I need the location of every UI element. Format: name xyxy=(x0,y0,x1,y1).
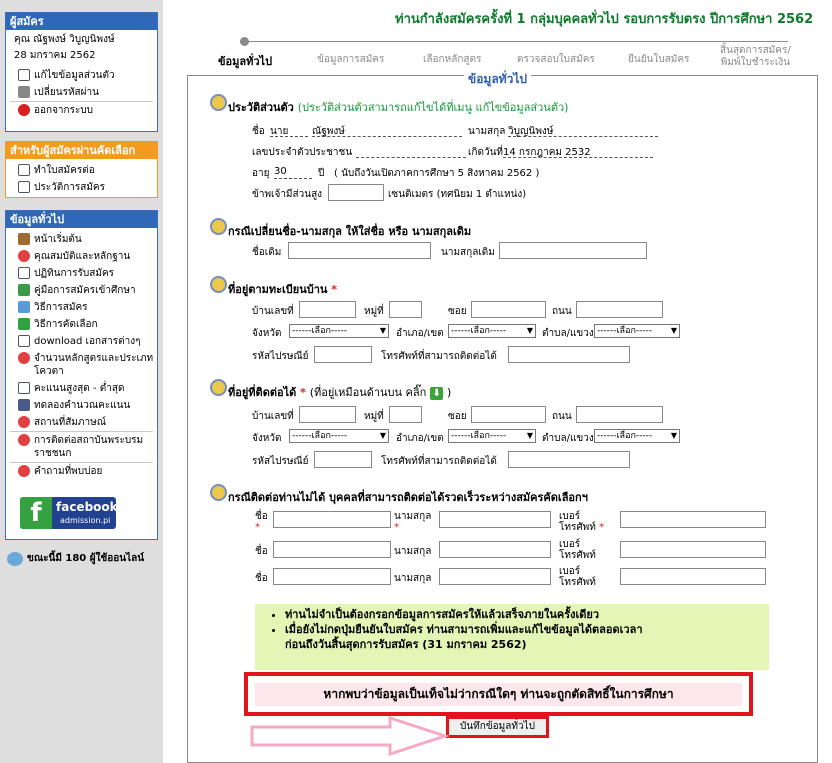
facebook-logo-icon: f xyxy=(20,497,52,529)
chevron-down-icon: ▼ xyxy=(526,326,533,335)
last-name-label: นามสกุล xyxy=(468,126,506,137)
zipcode-label: รหัสไปรษณีย์ xyxy=(252,351,309,362)
emergency-phone-label-2: เบอร์ โทรศัพท์ xyxy=(559,539,596,561)
user-name: คุณ ณัฐพงษ์ วิบูญนิพงษ์ xyxy=(14,34,115,45)
panel-title: ข้อมูลทั่วไป xyxy=(464,70,531,89)
emergency-last-label-3: นามสกุล xyxy=(394,573,432,584)
emergency-first-input-3[interactable] xyxy=(273,568,391,585)
globe-icon xyxy=(18,284,30,296)
document-icon xyxy=(18,382,30,394)
online-status: ขณะนี้มี 180 ผู้ใช้ออนไลน์ xyxy=(7,551,144,566)
section-house-address: ที่อยู่ตามทะเบียนบ้าน * xyxy=(228,280,337,298)
step-line xyxy=(244,41,788,42)
province-label: จังหวัด xyxy=(252,328,282,339)
sidebar-item-faq[interactable]: คำถามที่พบบ่อย xyxy=(6,463,157,480)
info-item: • เมื่อยังไม่กดปุ่มยืนยันใบสมัคร ท่านสามารถเพิ่มและแก้ไขข้อมูลได้ตลอดเวลา ก่อนถึงวันสิ้นสุดการรับสมัคร (31 มกราคม 2562) xyxy=(285,622,769,652)
tools-icon xyxy=(18,86,30,98)
emergency-first-label-3: ชื่อ xyxy=(255,573,268,584)
age-unit: ปี xyxy=(318,168,325,179)
contact-soi-label: ซอย xyxy=(448,411,467,422)
road-input[interactable] xyxy=(576,301,663,318)
general-box-header: ข้อมูลทั่วไป xyxy=(6,211,157,228)
lifebuoy-icon xyxy=(18,465,30,477)
facebook-sub: admission.pi xyxy=(60,516,111,525)
step-progress xyxy=(200,39,830,74)
emergency-last-input-2[interactable] xyxy=(439,541,551,558)
sidebar-item-how-to-apply[interactable]: วิธีการสมัคร xyxy=(6,299,157,316)
contact-road-input[interactable] xyxy=(576,406,663,423)
contact-phone-input[interactable] xyxy=(508,451,630,468)
old-last-name-input[interactable] xyxy=(499,242,647,259)
chevron-down-icon: ▼ xyxy=(670,431,677,440)
contact-province-label: จังหวัด xyxy=(252,433,282,444)
section-emergency-contact: กรณีติดต่อท่านไม่ได้ บุคคลที่สามารถติดต่อได้รวดเร็วระหว่างสมัครคัดเลือกฯ xyxy=(228,488,588,506)
pencil-icon xyxy=(210,276,227,293)
sidebar-item-manual[interactable]: คู่มือการสมัครเข้าศึกษา xyxy=(6,282,157,299)
emergency-last-label-1: นามสกุล * xyxy=(394,511,432,533)
emergency-last-label-2: นามสกุล xyxy=(394,546,432,557)
checklist-icon xyxy=(18,301,30,313)
document-icon xyxy=(18,335,30,347)
lifebuoy-icon xyxy=(18,416,30,428)
moo-input[interactable] xyxy=(389,301,422,318)
birth-date-value: 14 กรกฎาคม 2532 xyxy=(503,145,653,158)
contact-house-no-input[interactable] xyxy=(299,406,356,423)
sidebar-item-edit-profile[interactable]: แก้ไขข้อมูลส่วนตัว xyxy=(6,67,157,84)
chevron-down-icon: ▼ xyxy=(526,431,533,440)
step-confirm: ยืนยันใบสมัคร xyxy=(628,54,690,65)
moo-label: หมู่ที่ xyxy=(364,306,384,317)
contact-soi-input[interactable] xyxy=(471,406,546,423)
warning-box xyxy=(244,672,753,716)
prefix-value: นาย xyxy=(270,124,308,137)
sidebar-item-qualifications[interactable]: คุณสมบัติและหลักฐาน xyxy=(6,248,157,265)
height-unit: เซนติเมตร (ทศนิยม 1 ตำแหน่ง) xyxy=(388,189,527,200)
zipcode-input[interactable] xyxy=(314,346,372,363)
contact-zipcode-label: รหัสไปรษณีย์ xyxy=(252,456,309,467)
pencil-icon xyxy=(210,484,227,501)
emergency-first-input-1[interactable] xyxy=(273,511,391,528)
chevron-down-icon: ▼ xyxy=(379,431,386,440)
contact-province-select[interactable]: ------เลือก----- ▼ xyxy=(289,429,389,443)
sidebar-item-home[interactable]: หน้าเริ่มต้น xyxy=(6,231,157,248)
emergency-phone-label-3: เบอร์ โทรศัพท์ xyxy=(559,566,596,588)
house-no-input[interactable] xyxy=(299,301,356,318)
section-name-change: กรณีเปลี่ยนชื่อ-นามสกุล ให้ใส่ชื่อ หรือ นามสกุลเดิม xyxy=(228,222,471,240)
selected-box-header: สำหรับผู้สมัครผ่านคัดเลือก xyxy=(6,142,157,159)
height-input[interactable] xyxy=(328,184,384,201)
general-info-panel xyxy=(187,72,818,763)
pointer-arrow-icon xyxy=(250,716,450,756)
page-title: ท่านกำลังสมัครครั้งที่ 1 กลุ่มบุคคลทั่วไป รอบการรับตรง ปีการศึกษา 2562 xyxy=(395,12,814,27)
contact-moo-label: หมู่ที่ xyxy=(364,411,384,422)
step-application: ข้อมูลการสมัคร xyxy=(317,54,385,65)
sidebar-item-selection[interactable]: วิธีการคัดเลือก xyxy=(6,316,157,333)
contact-moo-input[interactable] xyxy=(389,406,422,423)
emergency-phone-label-1: เบอร์ โทรศัพท์ * xyxy=(559,511,605,533)
lifebuoy-icon xyxy=(18,434,30,446)
old-first-name-label: ชื่อเดิม xyxy=(252,247,282,258)
emergency-last-input-1[interactable] xyxy=(439,511,551,528)
phone-input[interactable] xyxy=(508,346,630,363)
step-current-dot xyxy=(240,37,249,46)
phone-label: โทรศัพท์ที่สามารถติดต่อได้ xyxy=(381,351,497,362)
contact-house-no-label: บ้านเลขที่ xyxy=(252,411,294,422)
users-icon xyxy=(7,552,23,566)
province-select[interactable]: ------เลือก----- ▼ xyxy=(289,324,389,338)
district-label: อำเภอ/เขต xyxy=(396,328,444,339)
step-course: เลือกหลักสูตร xyxy=(423,54,482,65)
age-value: 30 xyxy=(274,166,312,179)
calculator-icon xyxy=(18,399,30,411)
emergency-last-input-3[interactable] xyxy=(439,568,551,585)
up-down-arrows-icon xyxy=(18,318,30,330)
user-box-header: ผู้สมัคร xyxy=(6,13,157,30)
document-icon xyxy=(18,164,30,176)
name-label: ชื่อ xyxy=(252,126,265,137)
sidebar-item-calendar[interactable]: ปฏิทินการรับสมัคร xyxy=(6,265,157,282)
age-label: อายุ xyxy=(252,168,270,179)
document-icon xyxy=(18,267,30,279)
soi-input[interactable] xyxy=(471,301,546,318)
contact-subdistrict-label: ตำบล/แขวง xyxy=(542,433,594,444)
citizen-id-label: เลขประจำตัวประชาชน xyxy=(252,147,353,158)
lifebuoy-icon xyxy=(18,250,30,262)
last-name-value: วิบูญนิพงษ์ xyxy=(508,124,658,137)
road-label: ถนน xyxy=(552,306,572,317)
pencil-icon xyxy=(210,218,227,235)
emergency-first-label-1: ชื่อ * xyxy=(255,511,268,533)
contact-phone-label: โทรศัพท์ที่สามารถติดต่อได้ xyxy=(381,456,497,467)
contact-address-title: ที่อยู่ที่ติดต่อได้ * (ที่อยู่เหมือนด้านบน คลิ๊ก ⬇ ) xyxy=(228,383,451,401)
soi-label: ซอย xyxy=(448,306,467,317)
contact-district-label: อำเภอ/เขต xyxy=(396,433,444,444)
emergency-phone-input-1[interactable] xyxy=(620,511,766,528)
sidebar-item-change-password[interactable]: เปลี่ยนรหัสผ่าน xyxy=(6,84,157,101)
pencil-icon xyxy=(210,379,227,396)
sidebar-item-calculator[interactable]: ทดลองคำนวณคะแนน xyxy=(6,397,157,414)
citizen-id-value xyxy=(356,145,466,158)
document-icon xyxy=(18,181,30,193)
document-icon xyxy=(18,69,30,81)
age-note: ( นับถึงวันเปิดภาคการศึกษา 5 สิงหาคม 2562 ) xyxy=(334,168,540,179)
house-no-label: บ้านเลขที่ xyxy=(252,306,294,317)
sidebar-item-contact[interactable]: การติดต่อสถาบันพระบรมราชชนก xyxy=(6,432,157,462)
contact-road-label: ถนน xyxy=(552,411,572,422)
home-icon xyxy=(18,233,30,245)
height-label: ข้าพเจ้ามีส่วนสูง xyxy=(252,189,323,200)
emergency-first-label-2: ชื่อ xyxy=(255,546,268,557)
first-name-value: ณัฐพงษ์ xyxy=(312,124,462,137)
sidebar-item-quota[interactable]: จำนวนหลักสูตรและประเภทโควตา xyxy=(6,350,157,380)
old-last-name-label: นามสกุลเดิม xyxy=(441,247,495,258)
subdistrict-label: ตำบล/แขวง xyxy=(542,328,594,339)
sidebar xyxy=(0,0,163,763)
chevron-down-icon: ▼ xyxy=(379,326,386,335)
subdistrict-select[interactable]: ------เลือก----- ▼ xyxy=(594,324,680,338)
info-item: • ท่านไม่จำเป็นต้องกรอกข้อมูลการสมัครให้แล้วเสร็จภายในครั้งเดียว xyxy=(285,607,769,622)
step-review: ตรวจสอบใบสมัคร xyxy=(517,54,595,65)
sidebar-item-history[interactable]: ประวัติการสมัคร xyxy=(6,179,157,196)
pencil-icon xyxy=(210,94,227,111)
copy-down-arrow-icon[interactable]: ⬇ xyxy=(430,387,443,400)
sidebar-item-logout[interactable]: ออกจากระบบ xyxy=(6,102,157,119)
sidebar-item-interview[interactable]: สถานที่สัมภาษณ์ xyxy=(6,414,157,431)
emergency-phone-input-2[interactable] xyxy=(620,541,766,558)
step-finish: สิ้นสุดการสมัคร/ พิมพ์ใบชำระเงิน xyxy=(720,45,791,68)
facebook-banner[interactable] xyxy=(20,497,116,529)
sidebar-item-score[interactable]: คะแนนสูงสุด - ต่ำสุด xyxy=(6,380,157,397)
emergency-phone-input-3[interactable] xyxy=(620,568,766,585)
selected-box xyxy=(5,141,158,198)
contact-zipcode-input[interactable] xyxy=(314,451,372,468)
lifebuoy-icon xyxy=(18,352,30,364)
emergency-first-input-2[interactable] xyxy=(273,541,391,558)
facebook-label: facebook xyxy=(56,500,118,514)
section-personal: ประวัติส่วนตัว (ประวัติส่วนตัวสามารถแก้ไขได้ที่เมนู แก้ไขข้อมูลส่วนตัว) xyxy=(228,98,568,116)
birth-label: เกิดวันที่ xyxy=(468,147,504,158)
step-general: ข้อมูลทั่วไป xyxy=(218,55,273,68)
info-box xyxy=(255,604,769,670)
save-general-info-button[interactable]: บันทึกข้อมูลทั่วไป xyxy=(446,716,549,738)
chevron-down-icon: ▼ xyxy=(670,326,677,335)
old-first-name-input[interactable] xyxy=(288,242,431,259)
general-box xyxy=(5,210,158,540)
contact-subdistrict-select[interactable]: ------เลือก----- ▼ xyxy=(594,429,680,443)
sidebar-item-download[interactable]: download เอกสารต่างๆ xyxy=(6,333,157,350)
warning-text: หากพบว่าข้อมูลเป็นเท็จไม่ว่ากรณีใดๆ ท่านจะถูกตัดสิทธิ์ในการศึกษา xyxy=(255,683,742,706)
sidebar-item-continue[interactable]: ทำใบสมัครต่อ xyxy=(6,162,157,179)
district-select[interactable]: ------เลือก----- ▼ xyxy=(448,324,536,338)
user-box xyxy=(5,12,158,132)
user-date: 28 มกราคม 2562 xyxy=(14,50,96,61)
contact-district-select[interactable]: ------เลือก----- ▼ xyxy=(448,429,536,443)
close-icon xyxy=(18,104,30,116)
